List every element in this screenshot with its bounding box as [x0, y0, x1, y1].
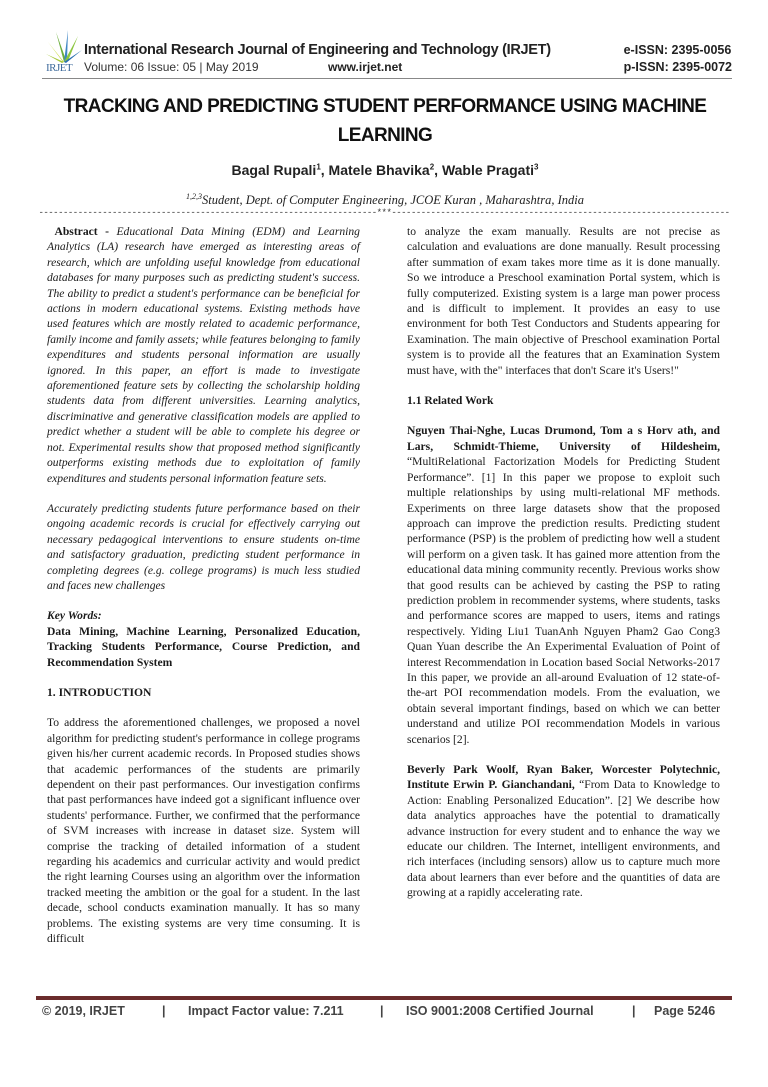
footer-separator: |	[162, 1004, 166, 1018]
abstract	[47, 224, 360, 486]
impact-factor: Impact Factor value: 7.211	[188, 1004, 344, 1018]
author-name: Wable Pragati	[441, 162, 535, 178]
affiliation: $^{1,2,3}$Student, Dept. of Computer Engineering, JCOE Kuran , Maharashtra, India	[186, 192, 584, 208]
abstract-text: Educational Data Mining (EDM) and Learning Analytics (LA) research have emerged as interesting areas of research, which are unfolding useful knowledge from educational databases for many purposes such as predicting student's success. The ability to predict a student's performance can be beneficial for actions in modern educational systems. Existing methods have used features which are mostly related to academic performance, family income and family assets; while features belonging to family expenditures and students personal information are usually ignored. In this paper, an effort is made to investigate aforementioned feature sets by collecting the scholarship holding students data from different universities. Learning analytics, discriminative and generative classification models are applied to predict whether a student will be able to complete his degree or not. Experimental results show that proposed method significantly outperforms existing methods due to exploitation of family expenditures and students personal information feature sets.	[47, 225, 360, 485]
p-issn: p-ISSN: 2395-0072	[623, 60, 732, 74]
reference-1	[407, 423, 720, 747]
author-name: Bagal Rupali	[231, 162, 317, 178]
abstract-paragraph-2: Accurately predicting students future performance based on their ongoing academic records is crucial for effectively carrying out necessary pedagogical interventions to ensure students on-time and satisfactory graduation, predicting student performance in completing degrees (e.g. college programs) is much less studied and faces new challenges	[47, 501, 360, 592]
logo-text: IRJET	[46, 62, 73, 74]
iso-certification: ISO 9001:2008 Certified Journal	[406, 1004, 594, 1018]
author-list: Bagal Rupali$^1$, Matele Bhavika$^2$, Wable Pragati$^3$	[231, 162, 539, 178]
right-column	[407, 224, 720, 901]
section-heading-introduction: 1. INTRODUCTION	[47, 685, 152, 699]
e-issn: e-ISSN: 2395-0056	[623, 43, 732, 57]
keywords: Data Mining, Machine Learning, Personalized Education, Tracking Students Performance, Course Prediction, and Recommendation System	[47, 624, 360, 669]
journal-header	[42, 28, 732, 78]
keywords-label: Key Words:	[47, 609, 102, 623]
reference-1-text: “MultiRelational Factorization Models for Predicting Student Performance”. [1] In this paper we propose to exploit such multiple relationships by using multi-relational MF methods. Experiments on three large datasets show that the proposed approach can improve the prediction results. Predicting student performance (PSP) is the problem of predicting how well a student will perform on a given task. It has gained more attention from the educational data mining community recently. Previous works show that good results can be achieved by casting the PSP to rating prediction problem in recommender systems, where students, tasks and performance scores are mapped to users, items and ratings respectively. Yiding Liu1 TuanAnh Nguyen Pham2 Gao Cong3 Quan Yuan describe the An Experimental Evaluation of Point of interest Recommendation in Location based Social Networks-2017 In this paper, we provide an all-around Evaluation of 12 state-of-the-art POI recommendation models. From the evaluation, we obtain several important findings, based on which we can better understand and utilize POI recommendation Models in various scenarios [2].	[407, 455, 720, 746]
page-number: Page 5246	[654, 1004, 716, 1018]
section-separator: ---------------------------------------------------------------------***---------------------------------------------------------------------	[38, 208, 730, 218]
reference-2-authors: Beverly Park Woolf, Ryan Baker, Worcester Polytechnic, Institute Erwin P. Gianchandani,	[407, 763, 720, 792]
reference-2-text: “From Data to Knowledge to Action: Enabling Personalized Education”. [2] We describe how data analytics approaches have the potential to dramatically advance instruction for every student and to enhance the way we educate our children. The Internet, intelligent environments, and rich interfaces (including sensors) allow us to capture much more data about learners than ever before and the quantities of data are growing at a rapidly accelerating rate.	[407, 778, 720, 900]
reference-2	[407, 762, 720, 901]
abstract-label: Abstract -	[54, 225, 109, 238]
header-divider	[42, 78, 732, 79]
journal-website[interactable]: www.irjet.net	[328, 60, 403, 74]
introduction-text: To address the aforementioned challenges, we proposed a novel algorithm for predicting student's performance in college programs given his/her current academic records. In Proposed studies shows that academic performances of the students are primarily dependent on their past performances. Our investigation confirms that past performances have indeed got a significant influence over students' performance. Further, we confirmed that the performance of SVM increases with increase in dataset size. System will comprise the tracking of detailed information of a student regarding his academics and curricular activity and would predict the right learning Courses using an algorithm over the information tracked meeting the ambition or the goal for a student. In the last decade, school conducts examination manually. It has so many problems. The existing systems are very time consuming. It is difficult	[47, 716, 360, 946]
volume-issue: Volume: 06 Issue: 05 | May 2019	[84, 60, 259, 74]
footer-rule	[36, 996, 732, 1000]
introduction-continued: to analyze the exam manually. Results are not precise as calculation and evaluations are done manually. Result processing after summation of exam takes more time as it is done manually. So we introduce a Preschool examination Portal system, which is fully computerized. Existing system is a large man power process and is difficult to implement. It provides an easy to use environment for both Test Conductors and Students appearing for Examination. The main objective of Preschool examination Portal system is to provide all the features that an Examination System must have, with the" interfaces that don't Scare it's Users!"	[407, 225, 720, 377]
leaf-fan-icon	[46, 28, 82, 64]
footer-separator: |	[380, 1004, 384, 1018]
paper-title: TRACKING AND PREDICTING STUDENT PERFORMANCE USING MACHINE LEARNING	[63, 96, 707, 146]
irjet-logo	[42, 28, 86, 76]
author-name: Matele Bhavika	[328, 162, 430, 178]
copyright: © 2019, IRJET	[42, 1004, 125, 1018]
section-heading-related-work: 1.1 Related Work	[407, 394, 494, 408]
reference-1-authors: Nguyen Thai-Nghe, Lucas Drumond, Tom a s Horv ath, and Lars, Schmidt-Thieme, University of Hildesheim,	[407, 424, 720, 453]
issn-block	[624, 42, 732, 76]
footer-separator: |	[632, 1004, 636, 1018]
journal-title: International Research Journal of Engineering and Technology (IRJET)	[84, 42, 551, 58]
left-column	[47, 224, 360, 946]
